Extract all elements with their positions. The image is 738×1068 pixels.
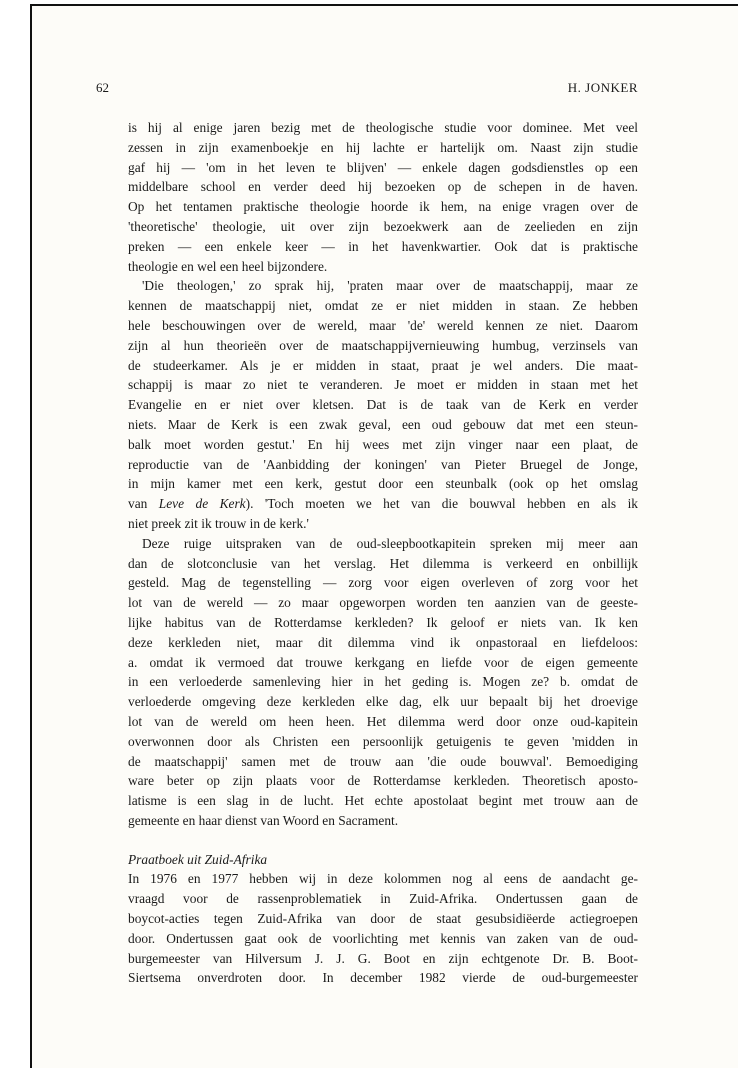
text-line: gesteld. Mag de tegenstelling — zorg voor eigen overleven of zorg voor het bbox=[128, 575, 638, 591]
text-line: dan de slotconclusie van het verslag. Het dilemma is verkeerd en onbillijk bbox=[128, 555, 638, 571]
text-line: de maatschappij' samen met de trouw aan 'die oude bouwval'. Bemoediging bbox=[128, 753, 638, 769]
text-line: deze kerkleden niet, maar dit dilemma vind ik onpastoraal en liefdeloos: bbox=[128, 634, 638, 650]
text-line: Deze ruige uitspraken van de oud-sleepbootkapitein spreken mij meer aan bbox=[142, 535, 638, 551]
text-line: Evangelie en er niet over kletsen. Dat is de taak van de Kerk en verder bbox=[128, 397, 638, 413]
text-line: schappij is maar zo niet te veranderen. Je moet er midden in staan met het bbox=[128, 377, 638, 393]
section-gap bbox=[128, 831, 638, 850]
text-line: 'Die theologen,' zo sprak hij, 'praten maar over de maatschappij, maar ze bbox=[142, 278, 638, 294]
text-line: boycot-acties tegen Zuid-Afrika van door de staat gesubsidiëerde actiegroepen bbox=[128, 911, 638, 927]
text-line: lijke habitus van de Rotterdamse kerkleden? Ik geloof er niets van. Ik ken bbox=[128, 614, 638, 630]
text-line: burgemeester van Hilversum J. J. G. Boot en zijn echtgenote Dr. B. Boot- bbox=[128, 950, 638, 966]
text-line: balk moet worden gestut.' En hij wees met zijn vinger naar een plaat, de bbox=[128, 436, 638, 452]
text-run: van bbox=[128, 496, 159, 512]
body-text bbox=[128, 118, 638, 988]
text-line: door. Ondertussen gaat ook de voorlichting met kennis van zaken van de oud- bbox=[128, 930, 638, 946]
text-line: 'theoretische' theologie, uit over zijn bezoekwerk aan de zeelieden en zijn bbox=[128, 218, 638, 234]
text-line: is hij al enige jaren bezig met de theologische studie voor dominee. Met veel bbox=[128, 120, 638, 135]
text-line: verloederde omgeving deze kerkleden elke dag, elk uur bepaalt bij het droevige bbox=[128, 694, 638, 710]
running-head: H. JONKER bbox=[567, 80, 638, 95]
text-line: gemeente en haar dienst van Woord en Sacrament. bbox=[128, 812, 399, 828]
text-line: hele beschouwingen over de wereld, maar 'de' wereld kennen ze niet. Daarom bbox=[128, 317, 638, 333]
text-line: In 1976 en 1977 hebben wij in deze kolommen nog al eens de aandacht ge- bbox=[128, 871, 638, 887]
text-line: niets. Maar de Kerk is een zwak geval, een oud gebouw dat met een steun- bbox=[128, 416, 638, 432]
text-line: in mijn kamer met een kerk, gestut door een steunbalk (ook op het omslag bbox=[128, 476, 638, 492]
text-line: latisme is een slag in de lucht. Het echte apostolaat begint met trouw aan de bbox=[128, 793, 638, 809]
scan-edge-top bbox=[30, 4, 738, 6]
text-line: gaf hij — 'om in het leven te blijven' — enkele dagen godsdienstles op een bbox=[128, 159, 638, 175]
text-line: lot van de wereld om heen heen. Het dilemma werd door onze oud-kapitein bbox=[128, 713, 638, 729]
text-line: preken — een enkele keer — in het havenkwartier. Ook dat is praktische bbox=[128, 238, 638, 254]
text-line: a. omdat ik vermoed dat trouwe kerkgang en liefde voor de eigen gemeente bbox=[128, 654, 638, 670]
text-line: vraagd voor de rassenproblematiek in Zuid-Afrika. Ondertussen gaan de bbox=[128, 891, 638, 907]
book-title-italic: Leve de Kerk bbox=[158, 496, 246, 512]
text-line: theologie en wel een heel bijzondere. bbox=[128, 258, 328, 274]
text-line: lot van de wereld — zo maar opgeworpen worden ten aanzien van de geeste- bbox=[128, 595, 638, 611]
text-run: ). 'Toch moeten we het van die bouwval hebben en als ik bbox=[245, 496, 638, 512]
text-line: zijn al hun theorieën over de maatschappijvernieuwing humbug, verzinsels van bbox=[128, 337, 638, 353]
text-line: kennen de maatschappij niet, omdat ze er niet midden in staan. Ze hebben bbox=[128, 298, 638, 314]
text-line: Op het tentamen praktische theologie hoorde ik hem, na enige vragen over de bbox=[128, 199, 638, 215]
text-line: reproductie van de 'Aanbidding der koningen' van Pieter Bruegel de Jonge, bbox=[128, 456, 638, 472]
text-line: zessen in zijn examenboekje en hij lachte er hartelijk om. Naast zijn studie bbox=[128, 139, 638, 155]
page-header bbox=[96, 80, 638, 98]
text-line: in een verloederde samenleving hier in het geding is. Mogen ze? b. omdat de bbox=[128, 674, 638, 690]
text-line: niet preek zit ik trouw in de kerk.' bbox=[128, 515, 309, 531]
page-number: 62 bbox=[96, 80, 109, 95]
text-line: de studeerkamer. Als je er midden in staat, praat je wel anders. Die maat- bbox=[128, 357, 638, 373]
section-title: Praatboek uit Zuid-Afrika bbox=[128, 851, 268, 867]
text-line: overwonnen door als Christen een persoonlijk getuigenis te geven 'midden in bbox=[128, 733, 638, 749]
text-line: ware beter op zijn plaats voor de Rotterdamse kerkleden. Theoretisch aposto- bbox=[128, 773, 638, 789]
text-line: Siertsema onverdroten door. In december 1982 vierde de oud-burgemeester bbox=[128, 970, 638, 986]
text-line: middelbare school en verder deed hij bezoeken op de schepen in de haven. bbox=[128, 179, 638, 195]
text-line-with-italic bbox=[128, 494, 638, 514]
scan-edge-left bbox=[30, 4, 32, 1068]
